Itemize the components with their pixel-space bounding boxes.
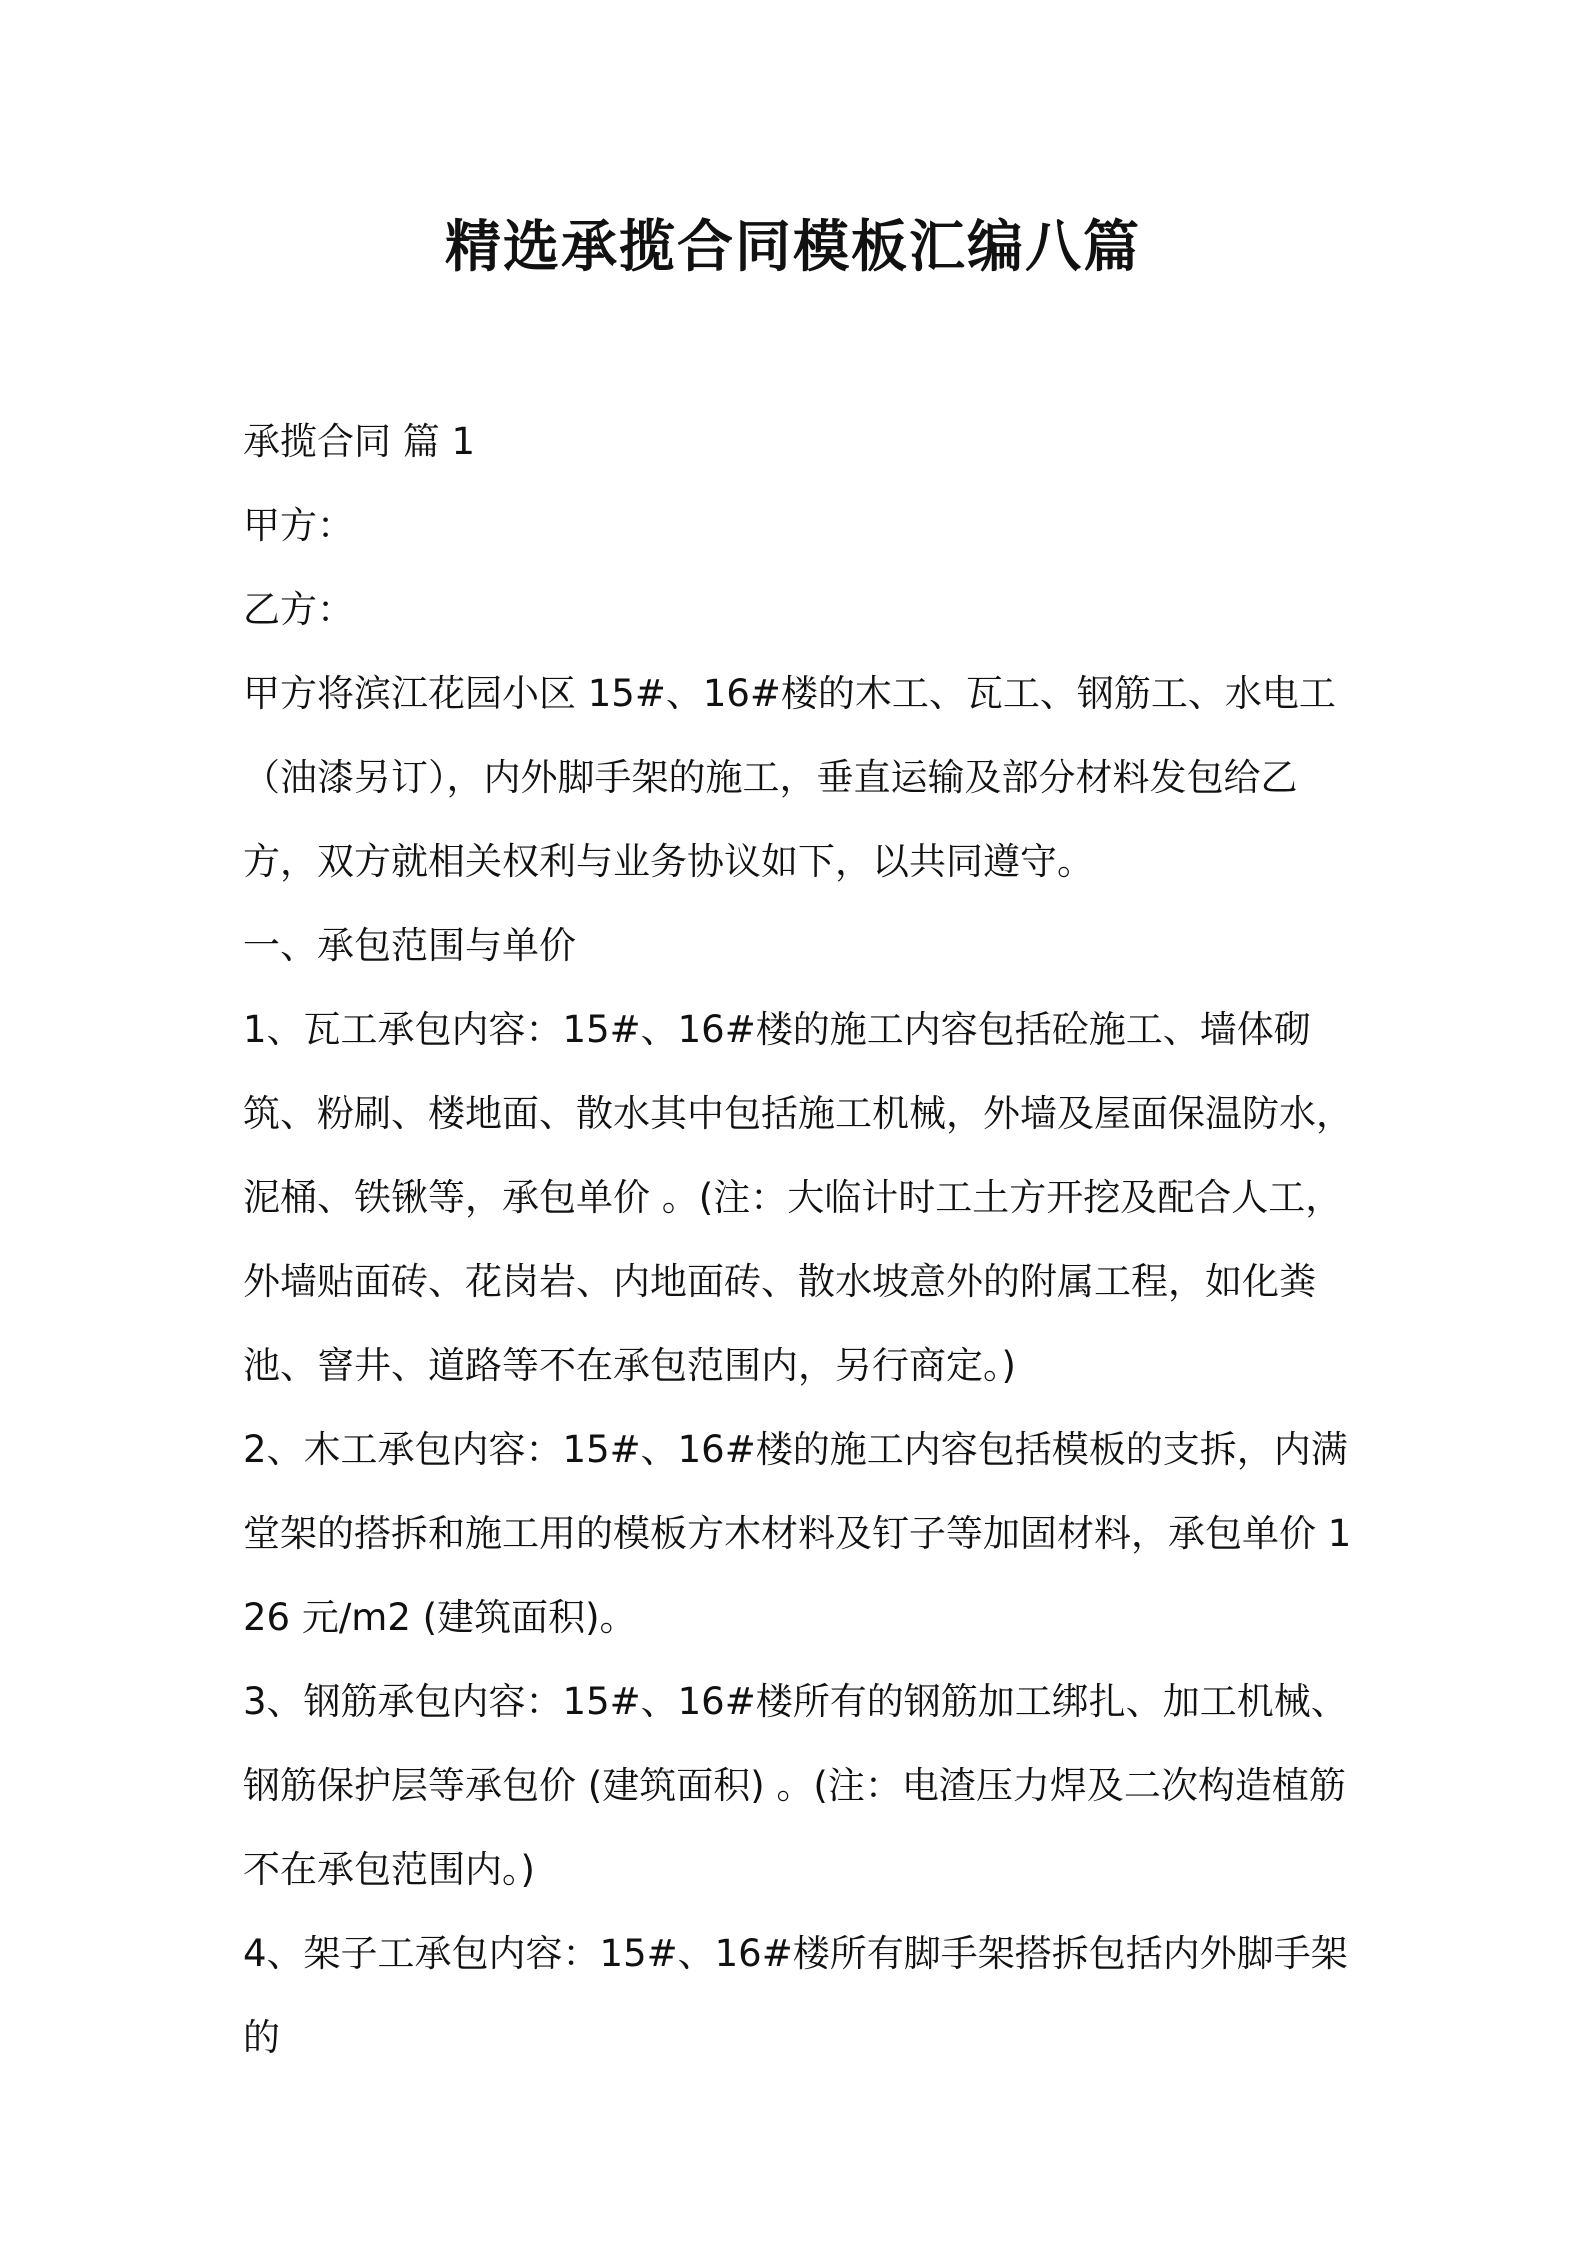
section-heading: 承揽合同 篇 1	[243, 420, 476, 463]
clause-item: 1、瓦工承包内容：15#、16#楼的施工内容包括砼施工、墙体砌筑、粉刷、楼地面、散水其中包括施工机械，外墙及屋面保温防水，泥桶、铁锹等，承包单价 。(注：大临计时工土方开挖及配合人工，外墙贴面砖、花岗岩、内地面砖、散水坡意外的附属工程，如化粪池、窨井、道路等不在承包范围内，另行商定。)	[243, 1008, 1353, 1387]
clause-item: 2、木工承包内容：15#、16#楼的施工内容包括模板的支拆，内满堂架的搭拆和施工用的模板方木材料及钉子等加固材料，承包单价 126 元/m2 (建筑面积)。	[243, 1428, 1352, 1639]
clause-item: 4、架子工承包内容：15#、16#楼所有脚手架搭拆包括内外脚手架的	[243, 1932, 1348, 2059]
intro-paragraph: 甲方将滨江花园小区 15#、16#楼的木工、瓦工、钢筋工、水电工（油漆另订），内外脚手架的施工，垂直运输及部分材料发包给乙方，双方就相关权利与业务协议如下，以共同遵守。	[243, 672, 1336, 883]
party-b-label: 乙方：	[243, 588, 354, 631]
clause-heading: 一、承包范围与单价	[243, 924, 576, 967]
clause-item: 3、钢筋承包内容：15#、16#楼所有的钢筋加工绑扎、加工机械、钢筋保护层等承包价 (建筑面积) 。(注：电渣压力焊及二次构造植筋不在承包范围内。)	[243, 1680, 1348, 1891]
document-title: 精选承揽合同模板汇编八篇	[445, 215, 1141, 280]
document-body	[243, 400, 1358, 2080]
party-a-label: 甲方：	[243, 504, 354, 547]
